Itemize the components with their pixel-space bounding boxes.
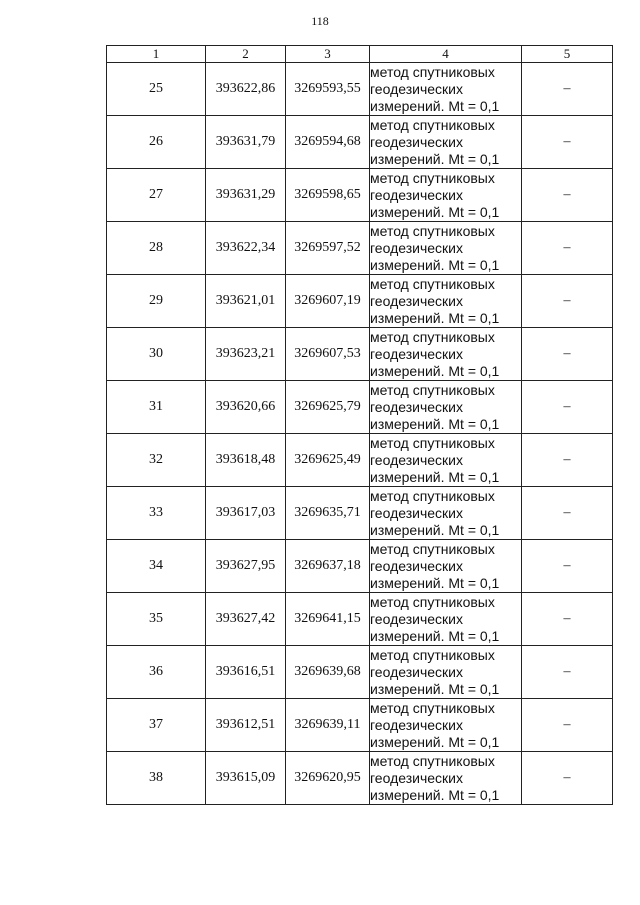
y-coordinate-cell: 3269639,68 [286,646,370,699]
point-number-cell: 37 [107,699,206,752]
table-row [107,381,613,434]
method-line: метод спутниковых [370,752,495,769]
method-line: метод спутниковых [370,487,495,504]
y-coordinate-cell: 3269641,15 [286,593,370,646]
y-coordinate-cell: 3269594,68 [286,116,370,169]
x-coordinate-cell: 393616,51 [206,646,286,699]
x-coordinate-cell: 393627,95 [206,540,286,593]
point-number-cell: 33 [107,487,206,540]
method-line: метод спутниковых [370,540,495,557]
note-cell: – [522,381,613,434]
method-cell [370,646,522,699]
point-number-cell: 34 [107,540,206,593]
column-header-2: 2 [206,46,286,63]
table-row [107,275,613,328]
method-line: измерений. Mt = 0,1 [370,574,500,591]
method-line: геодезических [370,504,463,521]
y-coordinate-cell: 3269637,18 [286,540,370,593]
table-row [107,63,613,116]
method-cell [370,328,522,381]
method-line: измерений. Mt = 0,1 [370,150,500,167]
table-row [107,540,613,593]
point-number-cell: 27 [107,169,206,222]
method-line: измерений. Mt = 0,1 [370,256,500,273]
note-cell: – [522,646,613,699]
y-coordinate-cell: 3269625,79 [286,381,370,434]
x-coordinate-cell: 393627,42 [206,593,286,646]
y-coordinate-cell: 3269593,55 [286,63,370,116]
note-cell: – [522,540,613,593]
note-cell: – [522,116,613,169]
note-cell: – [522,699,613,752]
column-header-4: 4 [370,46,522,63]
method-line: метод спутниковых [370,169,495,186]
method-cell [370,752,522,805]
x-coordinate-cell: 393631,29 [206,169,286,222]
method-line: метод спутниковых [370,593,495,610]
y-coordinate-cell: 3269620,95 [286,752,370,805]
column-header-3: 3 [286,46,370,63]
point-number-cell: 30 [107,328,206,381]
method-cell [370,381,522,434]
method-cell [370,275,522,328]
note-cell: – [522,63,613,116]
coordinates-table [106,45,613,805]
method-line: измерений. Mt = 0,1 [370,415,500,432]
note-cell: – [522,487,613,540]
point-number-cell: 35 [107,593,206,646]
method-line: метод спутниковых [370,328,495,345]
table-row [107,593,613,646]
table-row [107,116,613,169]
method-cell [370,116,522,169]
method-line: измерений. Mt = 0,1 [370,468,500,485]
point-number-cell: 31 [107,381,206,434]
method-cell [370,540,522,593]
method-line: измерений. Mt = 0,1 [370,680,500,697]
method-line: геодезических [370,769,463,786]
method-line: метод спутниковых [370,116,495,133]
y-coordinate-cell: 3269607,53 [286,328,370,381]
method-cell [370,434,522,487]
table-row [107,699,613,752]
header-row [107,46,613,63]
method-line: геодезических [370,398,463,415]
method-cell [370,169,522,222]
method-line: измерений. Mt = 0,1 [370,362,500,379]
table-row [107,222,613,275]
table-row [107,487,613,540]
method-line: метод спутниковых [370,646,495,663]
point-number-cell: 26 [107,116,206,169]
x-coordinate-cell: 393622,34 [206,222,286,275]
y-coordinate-cell: 3269625,49 [286,434,370,487]
column-header-5: 5 [522,46,613,63]
method-line: геодезических [370,186,463,203]
point-number-cell: 28 [107,222,206,275]
method-line: метод спутниковых [370,381,495,398]
method-line: метод спутниковых [370,63,495,80]
method-line: геодезических [370,557,463,574]
method-cell [370,487,522,540]
note-cell: – [522,752,613,805]
x-coordinate-cell: 393620,66 [206,381,286,434]
x-coordinate-cell: 393617,03 [206,487,286,540]
x-coordinate-cell: 393621,01 [206,275,286,328]
point-number-cell: 32 [107,434,206,487]
method-line: геодезических [370,451,463,468]
table-row [107,169,613,222]
table-row [107,752,613,805]
method-line: метод спутниковых [370,434,495,451]
method-cell [370,699,522,752]
method-line: метод спутниковых [370,699,495,716]
note-cell: – [522,328,613,381]
method-line: измерений. Mt = 0,1 [370,97,500,114]
method-line: геодезических [370,133,463,150]
table-body [107,63,613,805]
point-number-cell: 25 [107,63,206,116]
point-number-cell: 36 [107,646,206,699]
method-cell [370,63,522,116]
x-coordinate-cell: 393618,48 [206,434,286,487]
note-cell: – [522,434,613,487]
method-line: метод спутниковых [370,275,495,292]
x-coordinate-cell: 393631,79 [206,116,286,169]
method-line: геодезических [370,345,463,362]
table-header [107,46,613,63]
column-header-1: 1 [107,46,206,63]
table-row [107,328,613,381]
y-coordinate-cell: 3269635,71 [286,487,370,540]
note-cell: – [522,222,613,275]
y-coordinate-cell: 3269598,65 [286,169,370,222]
method-line: геодезических [370,239,463,256]
table-row [107,434,613,487]
note-cell: – [522,275,613,328]
method-line: геодезических [370,663,463,680]
method-line: геодезических [370,610,463,627]
method-line: измерений. Mt = 0,1 [370,521,500,538]
point-number-cell: 38 [107,752,206,805]
method-line: геодезических [370,716,463,733]
note-cell: – [522,169,613,222]
method-line: измерений. Mt = 0,1 [370,203,500,220]
y-coordinate-cell: 3269607,19 [286,275,370,328]
y-coordinate-cell: 3269597,52 [286,222,370,275]
x-coordinate-cell: 393612,51 [206,699,286,752]
page-number: 118 [311,14,329,28]
y-coordinate-cell: 3269639,11 [286,699,370,752]
method-line: измерений. Mt = 0,1 [370,786,500,803]
x-coordinate-cell: 393615,09 [206,752,286,805]
table-row [107,646,613,699]
note-cell: – [522,593,613,646]
method-line: измерений. Mt = 0,1 [370,733,500,750]
method-line: измерений. Mt = 0,1 [370,309,500,326]
x-coordinate-cell: 393622,86 [206,63,286,116]
point-number-cell: 29 [107,275,206,328]
method-cell [370,222,522,275]
method-line: метод спутниковых [370,222,495,239]
method-line: геодезических [370,80,463,97]
x-coordinate-cell: 393623,21 [206,328,286,381]
method-line: геодезических [370,292,463,309]
method-line: измерений. Mt = 0,1 [370,627,500,644]
method-cell [370,593,522,646]
